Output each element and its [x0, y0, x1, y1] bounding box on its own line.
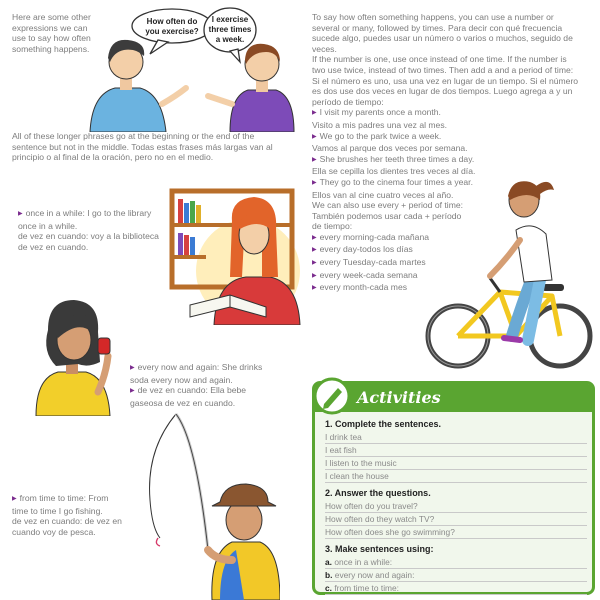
- bubble-question-line1: How often do: [146, 17, 198, 26]
- example-from-time-to-time: ▶ from time to time: From time to time I go fishing. de vez en cuando: de vez en cuando voy de pesca.: [12, 493, 142, 537]
- intro-paragraph-right: To say how often something happens, you can use a number or several or many, followed by times. Para decir con qué frecuencia sucede algo, puedes usar un número o varios o muchos, seguido de veces. If the number is one, use once instead of one time. If the number is two use twice, instead of two times. Then add a and a period of time: Si el número es uno, usa una vez en lugar de un tiempo. Si el número es dos use dos veces en lugar de dos tiempos. Luego agrega a y un período de tiempo: ▶ I visit my parents once a month. Visito a mis padres una vez al mes. ▶ We go to the park twice a week. Vamos al parque dos veces por semana. ▶ She brushes her teeth three times a day. Ella se cepilla los dientes tres veces al día. ▶ They go to the cinema four times a year. Ellos van al cine cuatro veces al año. We can also use every + period of time: También podemos usar cada + período de tiempo: ▶ every morning-cada mañana ▶ every day-todos los días ▶ every Tuesday-cada martes ▶ every week-cada semana ▶ every month-cada mes: [312, 12, 598, 295]
- question-2[interactable]: How often do they watch TV?: [325, 514, 587, 526]
- cycling-girl-illustration: [424, 160, 596, 374]
- bubble-answer-line3: a week.: [215, 35, 245, 44]
- complete-sentence-3[interactable]: I listen to the music: [325, 458, 587, 470]
- every-week: ▶ every week-cada semana: [312, 270, 598, 283]
- pencil-badge-icon: [312, 376, 352, 416]
- fishing-boy-illustration: [140, 410, 280, 600]
- longer-phrases-paragraph: All of these longer phrases go at the beginning or the end of the sentence but not in the middle. Todas estas frases más largas van al principio o al final de la oración, pero no en el medio.: [12, 131, 273, 163]
- reading-girl-illustration: [166, 185, 306, 325]
- activities-panel: [312, 381, 595, 595]
- section-3-heading: 3. Make sentences using:: [325, 544, 434, 554]
- every-tuesday: ▶ every Tuesday-cada martes: [312, 257, 598, 270]
- intro-text: Here are some other expressions we can use to say how often something happens.: [12, 12, 91, 54]
- every-day: ▶ every day-todos los días: [312, 244, 598, 257]
- bubble-answer-line2: three times: [208, 25, 252, 34]
- section-1-heading: 1. Complete the sentences.: [325, 419, 442, 429]
- complete-sentence-1[interactable]: I drink tea: [325, 432, 587, 444]
- make-sentence-b[interactable]: b. every now and again:: [325, 570, 587, 582]
- bubble-answer-line1: I exercise: [211, 15, 249, 24]
- complete-sentence-4[interactable]: I clean the house: [325, 471, 587, 483]
- activities-title: Activities: [357, 388, 441, 407]
- bubble-question-line2: you exercise?: [145, 27, 199, 36]
- make-sentence-a[interactable]: a. once in a while:: [325, 557, 587, 569]
- conversation-illustration: [80, 4, 310, 132]
- example-twice: ▶ We go to the park twice a week.: [312, 131, 598, 144]
- example-once-in-a-while: ▶ once in a while: I go to the library once in a while. de vez en cuando: voy a la biblioteca de vez en cuando.: [18, 208, 188, 252]
- example-three-times: ▶ She brushes her teeth three times a day.: [312, 154, 598, 167]
- example-every-now-and-again: ▶ every now and again: She drinks soda every now and again. ▶ de vez en cuando: Ella bebe gaseosa de vez en cuando.: [130, 362, 290, 408]
- section-2-heading: 2. Answer the questions.: [325, 488, 431, 498]
- soda-girl-illustration: [28, 292, 128, 416]
- every-morning: ▶ every morning-cada mañana: [312, 232, 598, 245]
- question-3[interactable]: How often does she go swimming?: [325, 527, 587, 539]
- question-1[interactable]: How often do you travel?: [325, 501, 587, 513]
- every-month: ▶ every month-cada mes: [312, 282, 598, 295]
- example-once: ▶ I visit my parents once a month.: [312, 107, 598, 120]
- make-sentence-c[interactable]: c. from time to time:: [325, 583, 587, 595]
- complete-sentence-2[interactable]: I eat fish: [325, 445, 587, 457]
- example-four-times: ▶ They go to the cinema four times a year.: [312, 177, 598, 190]
